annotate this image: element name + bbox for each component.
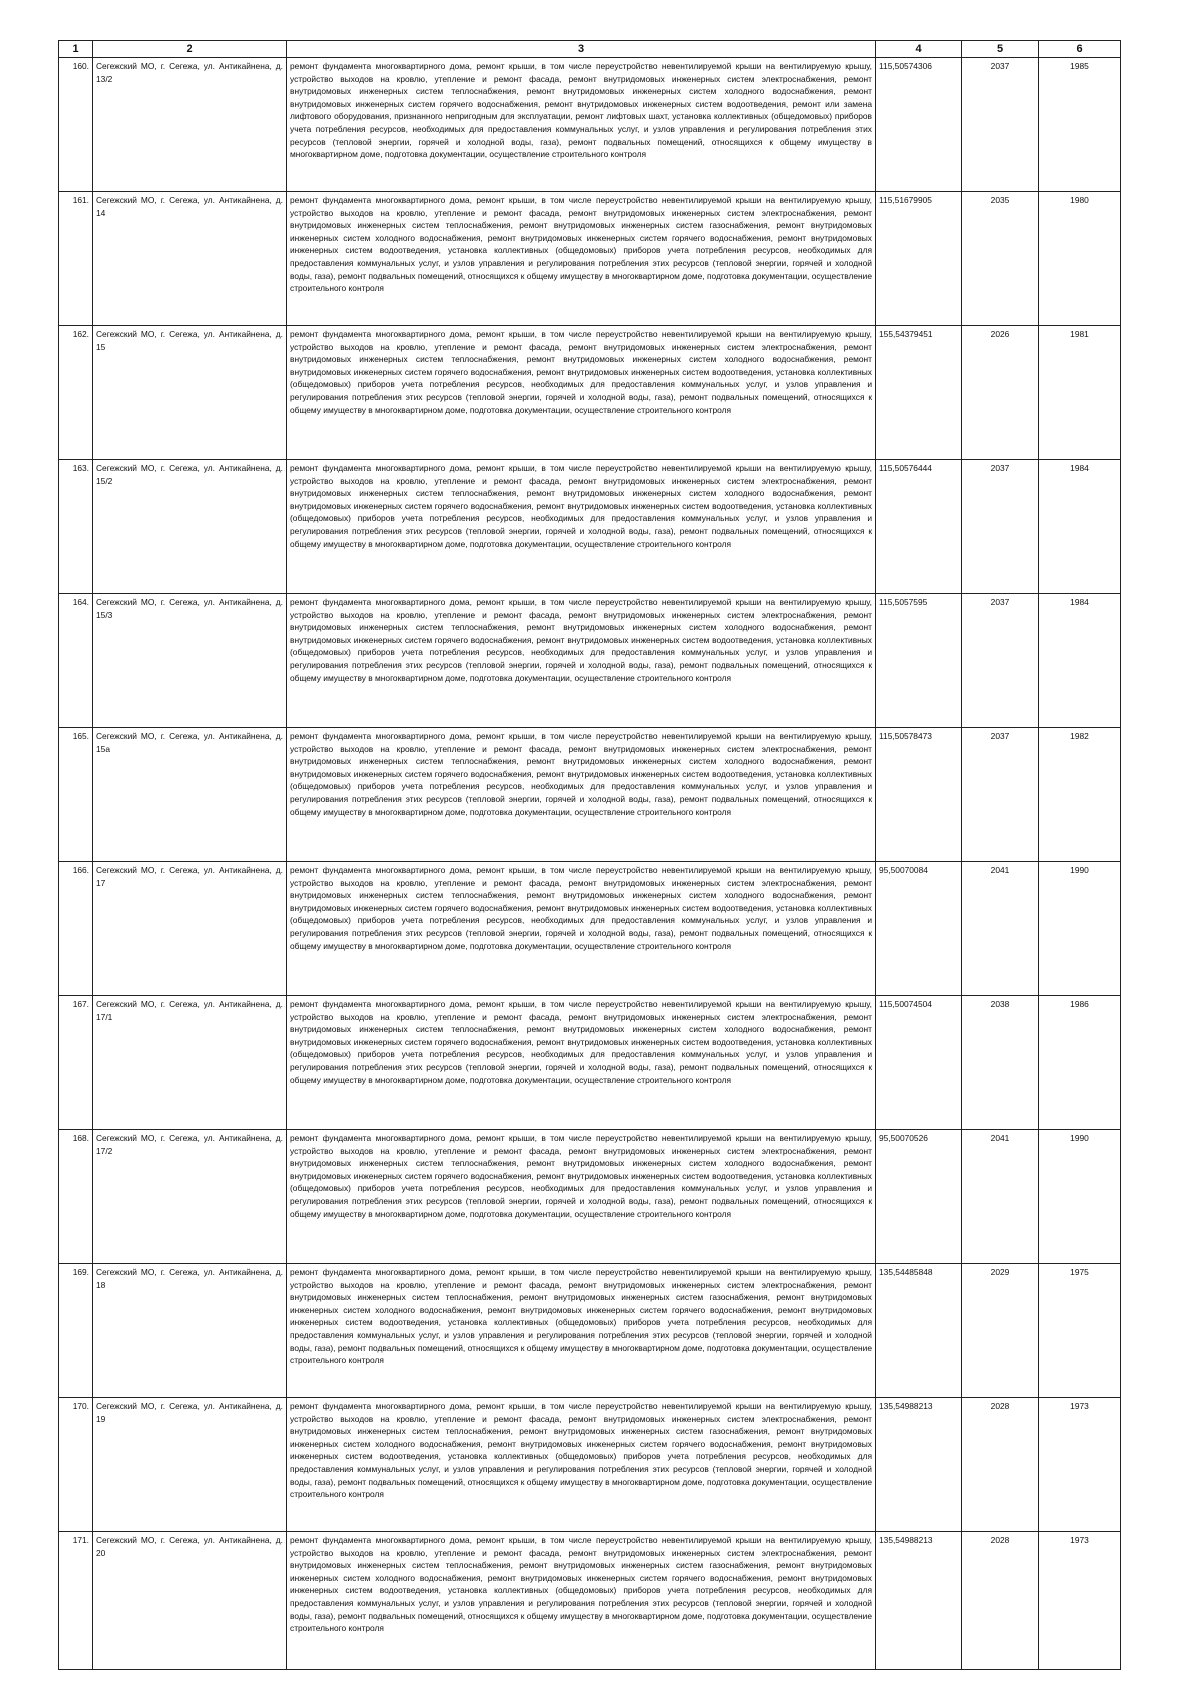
row-number: 165. — [59, 728, 93, 862]
table-row — [59, 1264, 1121, 1398]
row-rate: 95,50070084 — [876, 862, 962, 996]
row-plan-year: 2029 — [962, 1264, 1039, 1398]
table-row — [59, 862, 1121, 996]
row-plan-year: 2037 — [962, 594, 1039, 728]
table-row — [59, 58, 1121, 192]
row-number: 168. — [59, 1130, 93, 1264]
row-rate: 135,54988213 — [876, 1532, 962, 1670]
row-works-list: ремонт фундамента многоквартирного дома, ремонт крыши, в том числе переустройство невентилируемой крыши на вентилируемую крышу, устройство выходов на кровлю, утепление и ремонт фасада, ремонт внутридомовых инженерных систем электроснабжения, ремонт внутридомовых инженерных систем теплоснабжения, ремонт внутридомовых инженерных систем газоснабжения, ремонт внутридомовых инженерных систем холодного водоснабжения, ремонт внутридомовых инженерных систем горячего водоснабжения, ремонт внутридомовых инженерных систем водоотведения, установка коллективных (общедомовых) приборов учета потребления ресурсов, необходимых для предоставления коммунальных услуг, и узлов управления и регулирования потребления этих ресурсов (тепловой энергии, горячей и холодной воды, газа), ремонт подвальных помещений, относящихся к общему имуществу в многоквартирном доме, подготовка документации, осуществление строительного контроля — [287, 192, 876, 326]
row-plan-year: 2037 — [962, 460, 1039, 594]
row-rate: 115,50578473 — [876, 728, 962, 862]
row-plan-year: 2041 — [962, 862, 1039, 996]
col-header-works: 3 — [287, 41, 876, 58]
row-plan-year: 2026 — [962, 326, 1039, 460]
row-works-list: ремонт фундамента многоквартирного дома, ремонт крыши, в том числе переустройство невентилируемой крыши на вентилируемую крышу, устройство выходов на кровлю, утепление и ремонт фасада, ремонт внутридомовых инженерных систем электроснабжения, ремонт внутридомовых инженерных систем теплоснабжения, ремонт внутридомовых инженерных систем холодного водоснабжения, ремонт внутридомовых инженерных систем горячего водоснабжения, ремонт внутридомовых инженерных систем водоотведения, установка коллективных (общедомовых) приборов учета потребления ресурсов, необходимых для предоставления коммунальных услуг, и узлов управления и регулирования потребления этих ресурсов (тепловой энергии, горячей и холодной воды, газа), ремонт подвальных помещений, относящихся к общему имуществу в многоквартирном доме, подготовка документации, осуществление строительного контроля — [287, 1130, 876, 1264]
table-header — [59, 41, 1121, 58]
row-number: 160. — [59, 58, 93, 192]
row-plan-year: 2035 — [962, 192, 1039, 326]
row-number: 171. — [59, 1532, 93, 1670]
row-build-year: 1981 — [1039, 326, 1121, 460]
row-build-year: 1975 — [1039, 1264, 1121, 1398]
row-build-year: 1984 — [1039, 594, 1121, 728]
row-works-list: ремонт фундамента многоквартирного дома, ремонт крыши, в том числе переустройство невентилируемой крыши на вентилируемую крышу, устройство выходов на кровлю, утепление и ремонт фасада, ремонт внутридомовых инженерных систем электроснабжения, ремонт внутридомовых инженерных систем теплоснабжения, ремонт внутридомовых инженерных систем холодного водоснабжения, ремонт внутридомовых инженерных систем горячего водоснабжения, ремонт внутридомовых инженерных систем водоотведения, установка коллективных (общедомовых) приборов учета потребления ресурсов, необходимых для предоставления коммунальных услуг, и узлов управления и регулирования потребления этих ресурсов (тепловой энергии, горячей и холодной воды, газа), ремонт подвальных помещений, относящихся к общему имуществу в многоквартирном доме, подготовка документации, осуществление строительного контроля — [287, 728, 876, 862]
row-plan-year: 2038 — [962, 996, 1039, 1130]
table-row — [59, 594, 1121, 728]
row-rate: 115,50074504 — [876, 996, 962, 1130]
row-address: Сегежский МО, г. Сегежа, ул. Антикайнена, д. 15а — [93, 728, 287, 862]
col-header-address: 2 — [93, 41, 287, 58]
row-plan-year: 2037 — [962, 728, 1039, 862]
row-build-year: 1973 — [1039, 1532, 1121, 1670]
row-build-year: 1984 — [1039, 460, 1121, 594]
col-header-number: 1 — [59, 41, 93, 58]
row-rate: 95,50070526 — [876, 1130, 962, 1264]
row-number: 166. — [59, 862, 93, 996]
col-header-plan-year: 5 — [962, 41, 1039, 58]
row-build-year: 1990 — [1039, 862, 1121, 996]
row-address: Сегежский МО, г. Сегежа, ул. Антикайнена, д. 20 — [93, 1532, 287, 1670]
housing-repair-table — [58, 40, 1121, 1670]
row-address: Сегежский МО, г. Сегежа, ул. Антикайнена, д. 18 — [93, 1264, 287, 1398]
row-address: Сегежский МО, г. Сегежа, ул. Антикайнена, д. 17/2 — [93, 1130, 287, 1264]
row-address: Сегежский МО, г. Сегежа, ул. Антикайнена, д. 13/2 — [93, 58, 287, 192]
row-works-list: ремонт фундамента многоквартирного дома, ремонт крыши, в том числе переустройство невентилируемой крыши на вентилируемую крышу, устройство выходов на кровлю, утепление и ремонт фасада, ремонт внутридомовых инженерных систем электроснабжения, ремонт внутридомовых инженерных систем теплоснабжения, ремонт внутридомовых инженерных систем газоснабжения, ремонт внутридомовых инженерных систем холодного водоснабжения, ремонт внутридомовых инженерных систем горячего водоснабжения, ремонт внутридомовых инженерных систем водоотведения, установка коллективных (общедомовых) приборов учета потребления ресурсов, необходимых для предоставления коммунальных услуг, и узлов управления и регулирования потребления этих ресурсов (тепловой энергии, горячей и холодной воды, газа), ремонт подвальных помещений, относящихся к общему имуществу в многоквартирном доме, подготовка документации, осуществление строительного контроля — [287, 1264, 876, 1398]
row-number: 161. — [59, 192, 93, 326]
col-header-rate: 4 — [876, 41, 962, 58]
table-row — [59, 192, 1121, 326]
row-number: 164. — [59, 594, 93, 728]
row-works-list: ремонт фундамента многоквартирного дома, ремонт крыши, в том числе переустройство невентилируемой крыши на вентилируемую крышу, устройство выходов на кровлю, утепление и ремонт фасада, ремонт внутридомовых инженерных систем электроснабжения, ремонт внутридомовых инженерных систем теплоснабжения, ремонт внутридомовых инженерных систем холодного водоснабжения, ремонт внутридомовых инженерных систем горячего водоснабжения, ремонт внутридомовых инженерных систем водоотведения, установка коллективных (общедомовых) приборов учета потребления ресурсов, необходимых для предоставления коммунальных услуг, и узлов управления и регулирования потребления этих ресурсов (тепловой энергии, горячей и холодной воды, газа), ремонт подвальных помещений, относящихся к общему имуществу в многоквартирном доме, подготовка документации, осуществление строительного контроля — [287, 996, 876, 1130]
row-works-list: ремонт фундамента многоквартирного дома, ремонт крыши, в том числе переустройство невентилируемой крыши на вентилируемую крышу, устройство выходов на кровлю, утепление и ремонт фасада, ремонт внутридомовых инженерных систем электроснабжения, ремонт внутридомовых инженерных систем теплоснабжения, ремонт внутридомовых инженерных систем холодного водоснабжения, ремонт внутридомовых инженерных систем горячего водоснабжения, ремонт внутридомовых инженерных систем водоотведения, установка коллективных (общедомовых) приборов учета потребления ресурсов, необходимых для предоставления коммунальных услуг, и узлов управления и регулирования потребления этих ресурсов (тепловой энергии, горячей и холодной воды, газа), ремонт подвальных помещений, относящихся к общему имуществу в многоквартирном доме, подготовка документации, осуществление строительного контроля — [287, 594, 876, 728]
table-row — [59, 326, 1121, 460]
row-address: Сегежский МО, г. Сегежа, ул. Антикайнена, д. 19 — [93, 1398, 287, 1532]
table-row — [59, 1398, 1121, 1532]
row-number: 163. — [59, 460, 93, 594]
row-address: Сегежский МО, г. Сегежа, ул. Антикайнена, д. 14 — [93, 192, 287, 326]
row-address: Сегежский МО, г. Сегежа, ул. Антикайнена, д. 17 — [93, 862, 287, 996]
row-build-year: 1980 — [1039, 192, 1121, 326]
row-rate: 135,54988213 — [876, 1398, 962, 1532]
table-row — [59, 728, 1121, 862]
row-address: Сегежский МО, г. Сегежа, ул. Антикайнена, д. 15/3 — [93, 594, 287, 728]
table-row — [59, 460, 1121, 594]
row-rate: 135,54485848 — [876, 1264, 962, 1398]
table-row — [59, 1532, 1121, 1670]
row-works-list: ремонт фундамента многоквартирного дома, ремонт крыши, в том числе переустройство невентилируемой крыши на вентилируемую крышу, устройство выходов на кровлю, утепление и ремонт фасада, ремонт внутридомовых инженерных систем электроснабжения, ремонт внутридомовых инженерных систем теплоснабжения, ремонт внутридомовых инженерных систем холодного водоснабжения, ремонт внутридомовых инженерных систем горячего водоснабжения, ремонт внутридомовых инженерных систем водоотведения, установка коллективных (общедомовых) приборов учета потребления ресурсов, необходимых для предоставления коммунальных услуг, и узлов управления и регулирования потребления этих ресурсов (тепловой энергии, горячей и холодной воды, газа), ремонт подвальных помещений, относящихся к общему имуществу в многоквартирном доме, подготовка документации, осуществление строительного контроля — [287, 460, 876, 594]
col-header-build-year: 6 — [1039, 41, 1121, 58]
table-row — [59, 996, 1121, 1130]
row-build-year: 1985 — [1039, 58, 1121, 192]
table-row — [59, 1130, 1121, 1264]
row-number: 169. — [59, 1264, 93, 1398]
row-build-year: 1973 — [1039, 1398, 1121, 1532]
row-plan-year: 2041 — [962, 1130, 1039, 1264]
row-plan-year: 2028 — [962, 1532, 1039, 1670]
row-rate: 115,5057595 — [876, 594, 962, 728]
row-number: 170. — [59, 1398, 93, 1532]
row-address: Сегежский МО, г. Сегежа, ул. Антикайнена, д. 15/2 — [93, 460, 287, 594]
row-works-list: ремонт фундамента многоквартирного дома, ремонт крыши, в том числе переустройство невентилируемой крыши на вентилируемую крышу, устройство выходов на кровлю, утепление и ремонт фасада, ремонт внутридомовых инженерных систем электроснабжения, ремонт внутридомовых инженерных систем теплоснабжения, ремонт внутридомовых инженерных систем холодного водоснабжения, ремонт внутридомовых инженерных систем горячего водоснабжения, ремонт внутридомовых инженерных систем водоотведения, ремонт или замена лифтового оборудования, признанного непригодным для эксплуатации, ремонт лифтовых шахт, установка коллективных (общедомовых) приборов учета потребления ресурсов, необходимых для предоставления коммунальных услуг, и узлов управления и регулирования потребления этих ресурсов (тепловой энергии, горячей и холодной воды, газа), ремонт подвальных помещений, относящихся к общему имуществу в многоквартирном доме, подготовка документации, осуществление строительного контроля — [287, 58, 876, 192]
row-rate: 155,54379451 — [876, 326, 962, 460]
row-rate: 115,51679905 — [876, 192, 962, 326]
row-works-list: ремонт фундамента многоквартирного дома, ремонт крыши, в том числе переустройство невентилируемой крыши на вентилируемую крышу, устройство выходов на кровлю, утепление и ремонт фасада, ремонт внутридомовых инженерных систем электроснабжения, ремонт внутридомовых инженерных систем теплоснабжения, ремонт внутридомовых инженерных систем газоснабжения, ремонт внутридомовых инженерных систем холодного водоснабжения, ремонт внутридомовых инженерных систем горячего водоснабжения, ремонт внутридомовых инженерных систем водоотведения, установка коллективных (общедомовых) приборов учета потребления ресурсов, необходимых для предоставления коммунальных услуг, и узлов управления и регулирования потребления этих ресурсов (тепловой энергии, горячей и холодной воды, газа), ремонт подвальных помещений, относящихся к общему имуществу в многоквартирном доме, подготовка документации, осуществление строительного контроля — [287, 1398, 876, 1532]
row-build-year: 1986 — [1039, 996, 1121, 1130]
row-works-list: ремонт фундамента многоквартирного дома, ремонт крыши, в том числе переустройство невентилируемой крыши на вентилируемую крышу, устройство выходов на кровлю, утепление и ремонт фасада, ремонт внутридомовых инженерных систем электроснабжения, ремонт внутридомовых инженерных систем теплоснабжения, ремонт внутридомовых инженерных систем холодного водоснабжения, ремонт внутридомовых инженерных систем горячего водоснабжения, ремонт внутридомовых инженерных систем водоотведения, установка коллективных (общедомовых) приборов учета потребления ресурсов, необходимых для предоставления коммунальных услуг, и узлов управления и регулирования потребления этих ресурсов (тепловой энергии, горячей и холодной воды, газа), ремонт подвальных помещений, относящихся к общему имуществу в многоквартирном доме, подготовка документации, осуществление строительного контроля — [287, 326, 876, 460]
header-row — [59, 41, 1121, 58]
row-rate: 115,50576444 — [876, 460, 962, 594]
row-address: Сегежский МО, г. Сегежа, ул. Антикайнена, д. 15 — [93, 326, 287, 460]
row-build-year: 1982 — [1039, 728, 1121, 862]
row-number: 162. — [59, 326, 93, 460]
row-number: 167. — [59, 996, 93, 1130]
row-works-list: ремонт фундамента многоквартирного дома, ремонт крыши, в том числе переустройство невентилируемой крыши на вентилируемую крышу, устройство выходов на кровлю, утепление и ремонт фасада, ремонт внутридомовых инженерных систем электроснабжения, ремонт внутридомовых инженерных систем теплоснабжения, ремонт внутридомовых инженерных систем холодного водоснабжения, ремонт внутридомовых инженерных систем горячего водоснабжения, ремонт внутридомовых инженерных систем водоотведения, установка коллективных (общедомовых) приборов учета потребления ресурсов, необходимых для предоставления коммунальных услуг, и узлов управления и регулирования потребления этих ресурсов (тепловой энергии, горячей и холодной воды, газа), ремонт подвальных помещений, относящихся к общему имуществу в многоквартирном доме, подготовка документации, осуществление строительного контроля — [287, 862, 876, 996]
row-works-list: ремонт фундамента многоквартирного дома, ремонт крыши, в том числе переустройство невентилируемой крыши на вентилируемую крышу, устройство выходов на кровлю, утепление и ремонт фасада, ремонт внутридомовых инженерных систем электроснабжения, ремонт внутридомовых инженерных систем теплоснабжения, ремонт внутридомовых инженерных систем газоснабжения, ремонт внутридомовых инженерных систем холодного водоснабжения, ремонт внутридомовых инженерных систем горячего водоснабжения, ремонт внутридомовых инженерных систем водоотведения, установка коллективных (общедомовых) приборов учета потребления ресурсов, необходимых для предоставления коммунальных услуг, и узлов управления и регулирования потребления этих ресурсов (тепловой энергии, горячей и холодной воды, газа), ремонт подвальных помещений, относящихся к общему имуществу в многоквартирном доме, подготовка документации, осуществление строительного контроля — [287, 1532, 876, 1670]
row-plan-year: 2037 — [962, 58, 1039, 192]
row-rate: 115,50574306 — [876, 58, 962, 192]
row-address: Сегежский МО, г. Сегежа, ул. Антикайнена, д. 17/1 — [93, 996, 287, 1130]
table-body — [59, 58, 1121, 1670]
row-plan-year: 2028 — [962, 1398, 1039, 1532]
row-build-year: 1990 — [1039, 1130, 1121, 1264]
